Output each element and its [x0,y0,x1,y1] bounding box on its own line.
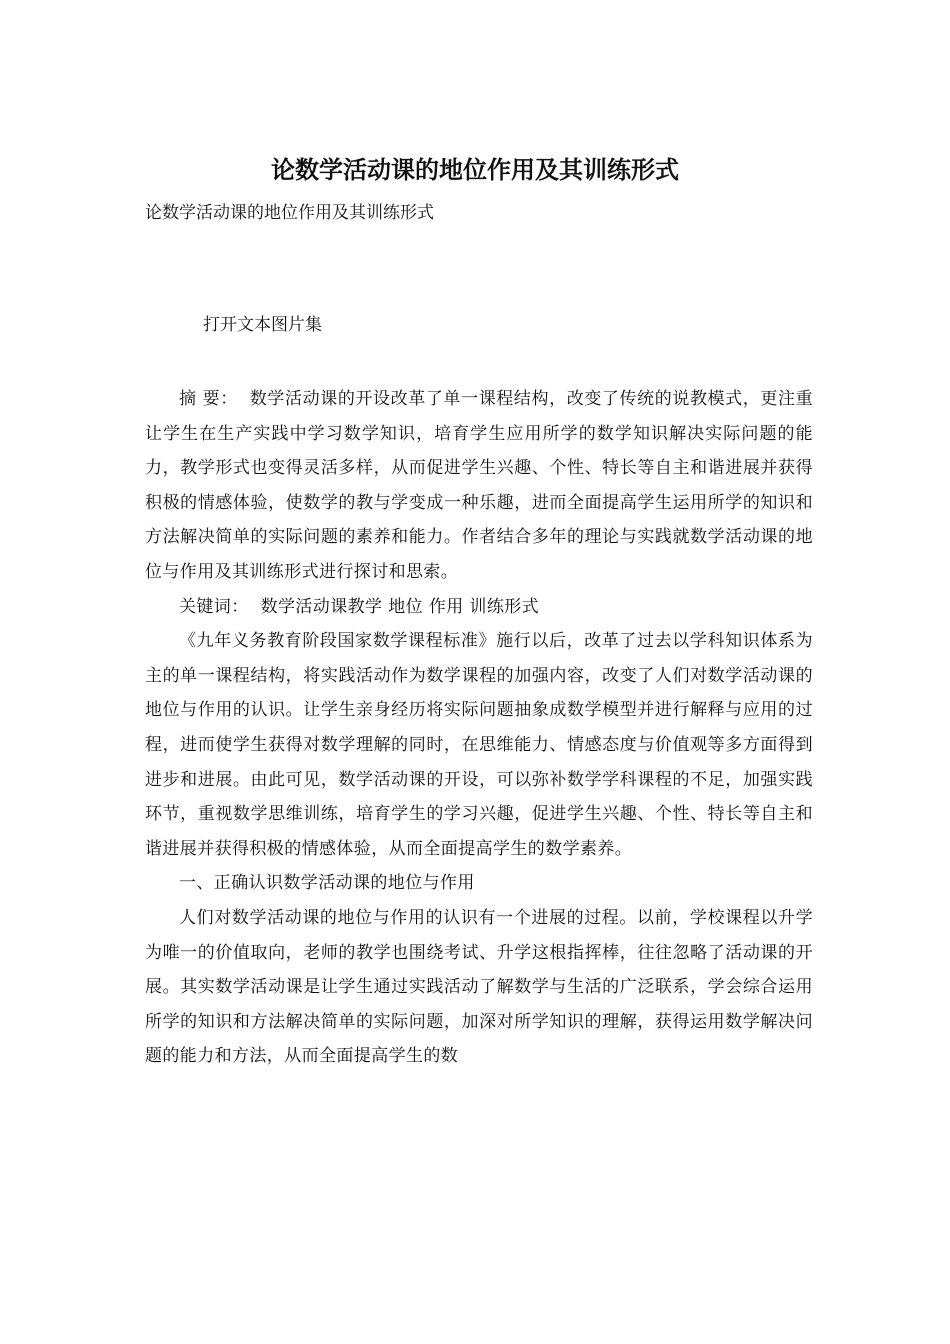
keywords-label: 关键词： [179,596,249,617]
document-title: 论数学活动课的地位作用及其训练形式 [271,155,679,184]
abstract-label: 摘 要： [179,389,238,409]
section-heading-1: 一、正确认识数学活动课的地位与作用 [179,873,475,894]
abstract-paragraph [145,382,813,590]
keywords-text: 数学活动课教学 地位 作用 训练形式 [260,596,540,617]
article-body [145,382,813,1074]
body-paragraph-1: 《九年义务教育阶段国家数学课程标准》施行以后，改革了过去以学科知识体系为主的单一课程结构，将实践活动作为数学课程的加强内容，改变了人们对数学活动课的地位与作用的认识。让学生亲身经历将实际问题抽象成数学模型并进行解释与应用的过程，进而使学生获得对数学理解的同时，在思维能力、情感态度与价值观等多方面得到进步和进展。由此可见，数学活动课的开设，可以弥补数学学科课程的不足，加强实践环节，重视数学思维训练，培育学生的学习兴趣，促进学生兴趣、个性、特长等自主和谐进展并获得积极的情感体验，从而全面提高学生的数学素养。 [145,631,813,859]
abstract-text: 数学活动课的开设改革了单一课程结构，改变了传统的说教模式，更注重让学生在生产实践中学习数学知识，培育学生应用所学的数学知识解决实际问题的能力，教学形式也变得灵活多样，从而促进学生兴趣、个性、特长等自主和谐进展并获得积极的情感体验，使数学的教与学变成一种乐趣，进而全面提高学生运用所学的知识和方法解决简单的实际问题的素养和能力。作者结合多年的理论与实践就数学活动课的地位与作用及其训练形式进行探讨和思索。 [145,389,813,582]
keywords-paragraph [145,590,813,625]
open-image-gallery-link[interactable]: 打开文本图片集 [203,315,322,335]
document-subtitle: 论数学活动课的地位作用及其训练形式 [145,203,434,223]
body-paragraph-2: 人们对数学活动课的地位与作用的认识有一个进展的过程。以前，学校课程以升学为唯一的价值取向，老师的教学也围绕考试、升学这根指挥棒，往往忽略了活动课的开展。其实数学活动课是让学生通过实践活动了解数学与生活的广泛联系，学会综合运用所学的知识和方法解决简单的实际问题，加深对所学知识的理解，获得运用数学解决问题的能力和方法，从而全面提高学生的数 [145,907,813,1067]
